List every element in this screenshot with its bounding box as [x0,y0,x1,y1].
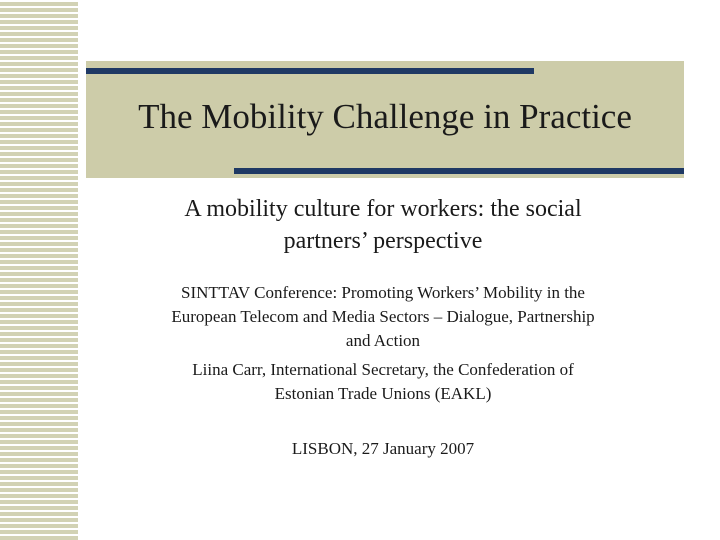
accent-bar-bottom [234,168,684,174]
accent-bar-top [86,68,534,74]
slide-subtitle: A mobility culture for workers: the social partners’ perspective [184,196,582,254]
dateline: LISBON, 27 January 2007 [291,439,475,458]
speaker-line: Liina Carr, International Secretary, the Confederation of Estonian Trade Unions (EAKL) [192,360,574,403]
slide-title: The Mobility Challenge in Practice [138,97,632,136]
decorative-stripes [0,0,78,540]
details-block [100,281,666,406]
conference-description: SINTTAV Conference: Promoting Workers’ Mobility in the European Telecom and Media Sectors – Dialogue, Partnership and Action [171,283,595,350]
